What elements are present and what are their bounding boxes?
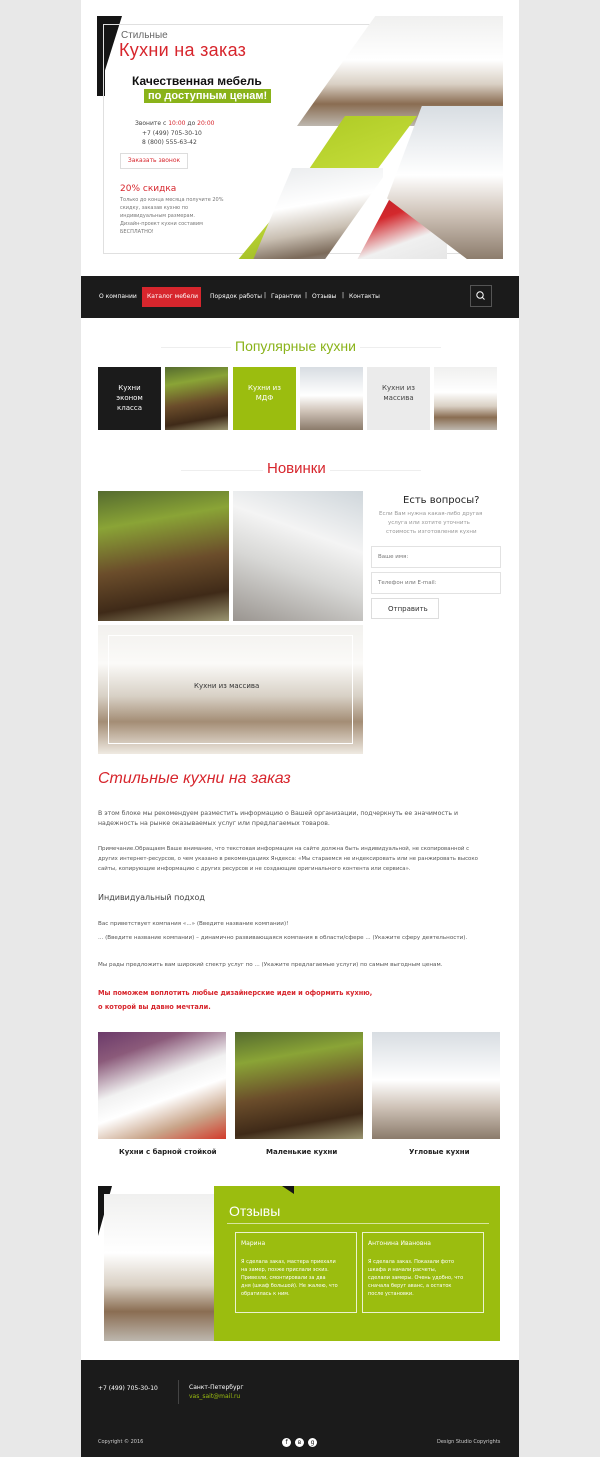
nav-item-process[interactable]: Порядок работы — [210, 293, 263, 300]
hero — [97, 16, 503, 259]
call-label: Звоните с — [135, 120, 167, 127]
review-card — [362, 1232, 484, 1313]
submit-button[interactable] — [371, 598, 439, 619]
nav-item-reviews[interactable]: Отзывы — [312, 293, 337, 300]
footer — [81, 1360, 519, 1457]
news-photo-wide[interactable] — [98, 625, 363, 754]
news-photo-2[interactable] — [233, 491, 363, 621]
footer-copyright: Copyright © 2016 — [98, 1439, 144, 1445]
category-photo-corner[interactable] — [372, 1032, 500, 1139]
nav-item-contacts[interactable]: Контакты — [349, 293, 380, 300]
review-text: Я сделала заказ. Показали фото — [368, 1259, 455, 1265]
nav-separator: | — [305, 292, 308, 299]
nav-item-catalog[interactable] — [142, 287, 201, 307]
about-text: надежность на рынке оказываемых услуг или предлагаемых товаров. — [98, 820, 330, 827]
review-text: шкафа и начали расчеты, — [368, 1267, 437, 1273]
form-text: Если Вам нужна какая-либо другая — [379, 511, 483, 517]
name-field[interactable] — [371, 546, 501, 568]
about-highlight: Мы поможем воплотить любые дизайнерские идеи и оформить кухню, — [98, 989, 373, 997]
nav-separator: | — [342, 292, 345, 299]
discount-text: Только до конца месяца получите 20% — [120, 197, 224, 203]
about-note: Примечание.Обращаем Ваше внимание, что текстовая информация на сайте должна быть индивидуальной, не скопированной с — [98, 846, 470, 852]
reviews-green-corner — [282, 1186, 294, 1194]
reviews-photo — [104, 1194, 214, 1341]
category-photo-small[interactable] — [235, 1032, 363, 1139]
footer-email[interactable]: vas_sait@mail.ru — [189, 1393, 241, 1400]
callback-button[interactable]: Заказать звонок — [120, 153, 188, 169]
category-photo-bar[interactable] — [98, 1032, 226, 1139]
hero-tagline-badge: по доступным ценам! — [144, 89, 271, 103]
about-title: Стильные кухни на заказ — [98, 770, 291, 787]
tile-mdf-label: Кухни из МДФ — [248, 384, 281, 402]
hero-pre-title: Стильные — [121, 30, 168, 41]
nav-separator: | — [264, 292, 267, 299]
about-note: других интернет-ресурсов, о чем указано в рекомендациях Яндекса: «Мы стараемся не индексировать или не ранжировать высоко — [98, 856, 478, 862]
hero-phone-1[interactable]: +7 (499) 705-30-10 — [142, 130, 202, 137]
about-text: ... (Введите название компании) – динамично развивающаяся компания в области/сфере ... (Укажите сферу деятельности). — [98, 935, 468, 941]
main-nav — [81, 276, 519, 318]
discount-text: индивидуальным размерам. — [120, 213, 195, 219]
page — [81, 0, 519, 1457]
reviews-title-line — [227, 1223, 489, 1224]
form-text: стоимость изготовления кухни — [386, 529, 477, 535]
about-text: Вас приветствует компания «...» (Введите название компании)! — [98, 921, 289, 927]
tile-econom[interactable] — [98, 367, 161, 430]
about-text: Мы рады предложить вам широкий спектр услуг по ... (Укажите предлагаемые услуги) по самым выгодным ценам. — [98, 962, 443, 968]
tile-massive-label: Кухни из массива — [382, 384, 415, 402]
discount-title: 20% скидка — [120, 184, 177, 194]
reviews-block — [98, 1186, 500, 1341]
tile-econom-label: Кухни эконом класса — [116, 384, 143, 412]
name-field-placeholder: Ваше имя: — [378, 554, 409, 560]
footer-phone[interactable]: +7 (499) 705-30-10 — [98, 1385, 158, 1392]
phone-email-field-placeholder: Телефон или E-mail: — [378, 580, 437, 586]
search-icon — [470, 285, 492, 307]
facebook-icon[interactable]: f — [282, 1438, 291, 1447]
nav-item-catalog-label: Каталог мебели — [147, 293, 199, 300]
phone-email-field[interactable] — [371, 572, 501, 594]
form-text: услуга или хотите уточнить — [388, 520, 470, 526]
about-text: В этом блоке мы рекомендуем разместить информацию о Вашей организации, подчеркнуть ее значимость и — [98, 810, 459, 817]
reviews-title: Отзывы — [229, 1203, 281, 1219]
review-text: сначала берут аванс, а остаток — [368, 1283, 452, 1289]
news-photo-1[interactable] — [98, 491, 229, 621]
news-photo-caption: Кухни из массива — [194, 682, 260, 690]
review-text: на замер, позже прислали эскиз. — [241, 1267, 329, 1273]
review-text: обратилась к ним. — [241, 1291, 290, 1297]
footer-studio[interactable]: Design Studio Copyrights — [437, 1439, 501, 1445]
footer-city: Санкт-Петербург — [189, 1384, 244, 1391]
footer-divider — [178, 1380, 179, 1404]
time-to: 20:00 — [197, 120, 215, 127]
review-text: дня (шкаф большой). Не жалею, что — [241, 1283, 338, 1289]
hero-phone-2[interactable]: 8 (800) 555-63-42 — [142, 139, 197, 146]
submit-button-label: Отправить — [388, 605, 428, 613]
hero-title: Кухни на заказ — [119, 40, 247, 60]
tile-photo[interactable] — [300, 367, 363, 430]
nav-item-about[interactable]: О компании — [99, 293, 137, 300]
news-title: Новинки — [263, 460, 330, 477]
discount-text: скидку, заказав кухню по — [120, 205, 189, 211]
time-from: 10:00 — [168, 120, 186, 127]
review-text: после установки. — [368, 1291, 414, 1297]
search-button[interactable] — [470, 285, 492, 307]
discount-text: БЕСПЛАТНО! — [120, 229, 154, 235]
time-to-label: до — [187, 120, 196, 127]
google-plus-icon[interactable]: g — [308, 1438, 317, 1447]
review-text: Я сделала заказ, мастера приехали — [241, 1259, 336, 1265]
review-card — [235, 1232, 357, 1313]
review-author: Антонина Ивановна — [368, 1240, 431, 1247]
form-title: Есть вопросы? — [403, 495, 480, 506]
hero-call-hours — [135, 120, 214, 127]
review-text: Привезли, смонтировали за два — [241, 1275, 326, 1281]
review-author: Марина — [241, 1240, 266, 1247]
popular-title: Популярные кухни — [231, 338, 360, 354]
about-highlight: о которой вы давно мечтали. — [98, 1003, 211, 1011]
hero-tagline: Качественная мебель — [132, 74, 262, 88]
about-subheading: Индивидуальный подход — [98, 893, 205, 902]
category-label-corner[interactable]: Угловые кухни — [409, 1148, 470, 1156]
discount-text: Дизайн-проект кухни составим — [120, 221, 203, 227]
tile-photo[interactable] — [165, 367, 228, 430]
tile-photo[interactable] — [434, 367, 497, 430]
category-label-small[interactable]: Маленькие кухни — [266, 1148, 338, 1156]
tile-massive[interactable] — [367, 367, 430, 430]
nav-item-guarantee[interactable]: Гарантии — [271, 293, 302, 300]
review-text: сделали замеры. Очень удобно, что — [368, 1275, 464, 1281]
vk-icon[interactable]: в — [295, 1438, 304, 1447]
category-label-bar[interactable]: Кухни с барной стойкой — [119, 1148, 217, 1156]
about-note: сайты, копирующие информацию с других ресурсов и не создающие оригинального контента или сервиса». — [98, 866, 411, 872]
tile-mdf[interactable] — [233, 367, 296, 430]
